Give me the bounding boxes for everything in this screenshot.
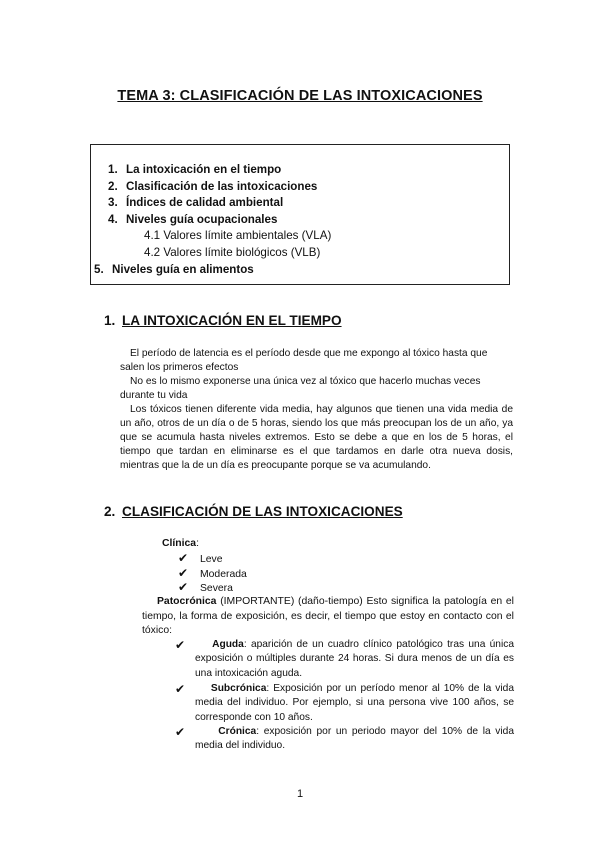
patocronica-paragraph: Patocrónica (IMPORTANTE) (daño-tiempo) Esto significa la patología en el tiempo, la forma de exposición, es decir, el tiempo que estoy en contacto con el tóxico: (142, 596, 514, 637)
type-cronica: ✔ Crónica: exposición por un periodo mayor del 10% de la vida media del individuo. (175, 725, 514, 752)
toc-item-3: 3. Índices de calidad ambiental (108, 196, 284, 210)
section-1-paragraph: No es lo mismo exponerse una única vez al tóxico que hacerlo muchas veces durante tu vida (120, 376, 481, 401)
toc-subitem-4-1: 4.1 Valores límite ambientales (VLA) (144, 229, 332, 243)
clinica-item: ✔ Leve (178, 551, 223, 565)
clinica-item: ✔ Severa (178, 580, 233, 594)
page-number: 1 (296, 788, 304, 800)
page-title: TEMA 3: CLASIFICACIÓN DE LAS INTOXICACIONES (117, 88, 483, 104)
toc-item-1: 1. La intoxicación en el tiempo (108, 163, 282, 176)
check-icon: ✔ (175, 682, 186, 696)
toc-item-4: 4. Niveles guía ocupacionales (108, 212, 278, 226)
clinica-label: Clínica: (162, 538, 199, 549)
type-aguda: ✔ Aguda: aparición de un cuadro clínico patológico tras una única exposición o múltiples durante 24 horas. Si dura menos de un día es una intoxicación aguda. (175, 638, 514, 679)
check-icon: ✔ (175, 638, 186, 652)
section-1-heading: 1. LA INTOXICACIÓN EN EL TIEMPO (104, 313, 342, 328)
toc-subitem-4-2: 4.2 Valores límite biológicos (VLB) (144, 245, 321, 259)
check-icon: ✔ (178, 580, 189, 594)
toc-item-2: 2. Clasificación de las intoxicaciones (108, 179, 318, 193)
toc-item-5: 5. Niveles guía en alimentos (94, 262, 254, 276)
section-2-heading: 2. CLASIFICACIÓN DE LAS INTOXICACIONES (104, 504, 403, 519)
clinica-item: ✔ Moderada (178, 566, 247, 580)
type-subcronica: ✔ Subcrónica: Exposición por un período menor al 10% de la vida media del individuo. Por ejemplo, si una persona vive 100 años, se corresponde con 10 años. (175, 682, 514, 723)
table-of-contents (90, 144, 510, 285)
check-icon: ✔ (178, 566, 189, 580)
section-1-paragraph: El período de latencia es el período desde que me expongo al tóxico hasta que salen los primeros efectos (120, 348, 488, 373)
section-1-paragraph: Los tóxicos tienen diferente vida media, hay algunos que tienen una vida media de un año, otros de un día o de 5 horas, siendo los que más preocupan los de un año, ya que se acumula hasta niveles extremos. Esto se debe a que en los de 5 horas, el tiempo que tardan en eliminarse es el que tardamos en darle otra nueva dosis, mientras que la de un día es preocupante porque se va acumulando. (120, 404, 513, 471)
check-icon: ✔ (178, 551, 189, 565)
check-icon: ✔ (175, 725, 186, 739)
